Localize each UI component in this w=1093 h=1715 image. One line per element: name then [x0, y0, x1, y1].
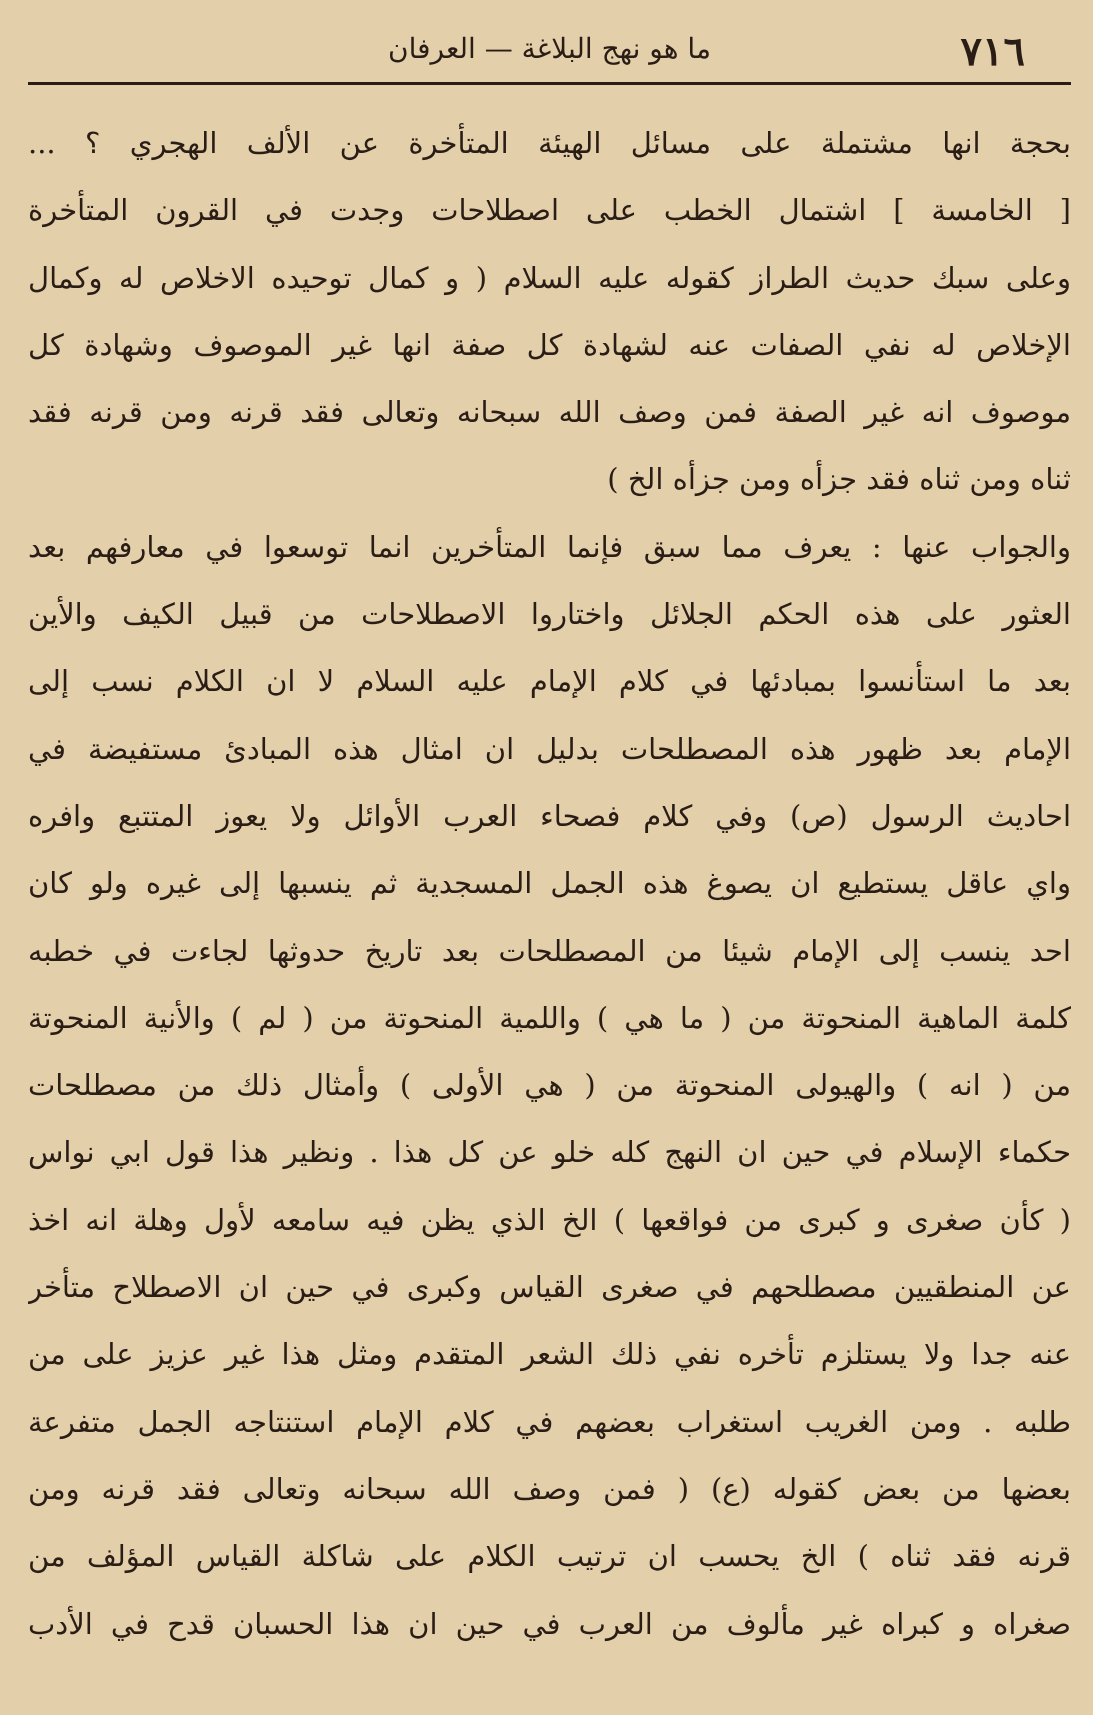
text-line: احد ينسب إلى الإمام شيئا من المصطلحات بعد تاريخ حدوثها لجاءت في خطبه [28, 933, 1071, 968]
text-line: بعد ما استأنسوا بمبادئها في كلام الإمام عليه السلام لا ان الكلام نسب إلى [28, 664, 1071, 699]
text-line: [ الخامسة ] اشتمال الخطب على اصطلاحات وجدت في القرون المتأخرة [28, 193, 1071, 228]
text-line: الإخلاص له نفي الصفات عنه لشهادة كل صفة انها غير الموصوف وشهادة كل [28, 327, 1071, 362]
text-line: موصوف انه غير الصفة فمن وصف الله سبحانه وتعالى فقد قرنه ومن قرنه فقد [28, 395, 1071, 430]
text-line: والجواب عنها : يعرف مما سبق فإنما المتأخرين انما توسعوا في معارفهم بعد [28, 529, 1071, 564]
page-number: ٧١٦ [960, 28, 1025, 75]
text-line: وعلى سبك حديث الطراز كقوله عليه السلام ( و كمال توحيده الاخلاص له وكمال [28, 260, 1071, 295]
text-line: طلبه . ومن الغريب استغراب بعضهم في كلام الإمام استنتاجه الجمل متفرعة [28, 1404, 1071, 1439]
page-header [28, 22, 1071, 80]
text-line: ( كأن صغرى و كبرى من فواقعها ) الخ الذي يظن فيه سامعه لأول وهلة انه اخذ [28, 1202, 1071, 1237]
text-line: العثور على هذه الحكم الجلائل واختاروا الاصطلاحات من قبيل الكيف والأين [28, 597, 1071, 632]
text-line: الإمام بعد ظهور هذه المصطلحات بدليل ان امثال هذه المبادئ مستفيضة في [28, 731, 1071, 766]
body-text [28, 110, 1071, 1658]
running-title: ما هو نهج البلاغة — العرفان [388, 32, 711, 65]
text-line: قرنه فقد ثناه ) الخ يحسب ان ترتيب الكلام على شاكلة القياس المؤلف من [28, 1539, 1071, 1574]
text-line: بحجة انها مشتملة على مسائل الهيئة المتأخرة عن الألف الهجري ؟ ... [28, 126, 1071, 160]
text-line: بعضها من بعض كقوله (ع) ( فمن وصف الله سبحانه وتعالى فقد قرنه ومن [28, 1471, 1071, 1506]
text-line: حكماء الإسلام في حين ان النهج كله خلو عن كل هذا . ونظير هذا قول ابي نواس [28, 1135, 1071, 1170]
text-line: كلمة الماهية المنحوتة من ( ما هي ) واللمية المنحوتة من ( لم ) والأنية المنحوتة [28, 1000, 1071, 1035]
text-line: من ( انه ) والهيولى المنحوتة من ( هي الأولى ) وأمثال ذلك من مصطلحات [28, 1068, 1071, 1103]
text-line: عن المنطقيين مصطلحهم في صغرى القياس وكبرى في حين ان الاصطلاح متأخر [28, 1270, 1071, 1305]
header-rule [28, 82, 1071, 85]
text-line: احاديث الرسول (ص) وفي كلام فصحاء العرب الأوائل ولا يعوز المتتبع وافره [28, 798, 1071, 833]
text-line: عنه جدا ولا يستلزم تأخره نفي ذلك الشعر المتقدم ومثل هذا غير عزيز على من [28, 1337, 1071, 1372]
text-line: ثناه ومن ثناه فقد جزأه ومن جزأه الخ ) [607, 462, 1071, 497]
text-line: صغراه و كبراه غير مألوف من العرب في حين ان هذا الحسبان قدح في الأدب [28, 1606, 1071, 1641]
text-line: واي عاقل يستطيع ان يصوغ هذه الجمل المسجدية ثم ينسبها إلى غيره ولو كان [28, 866, 1071, 901]
